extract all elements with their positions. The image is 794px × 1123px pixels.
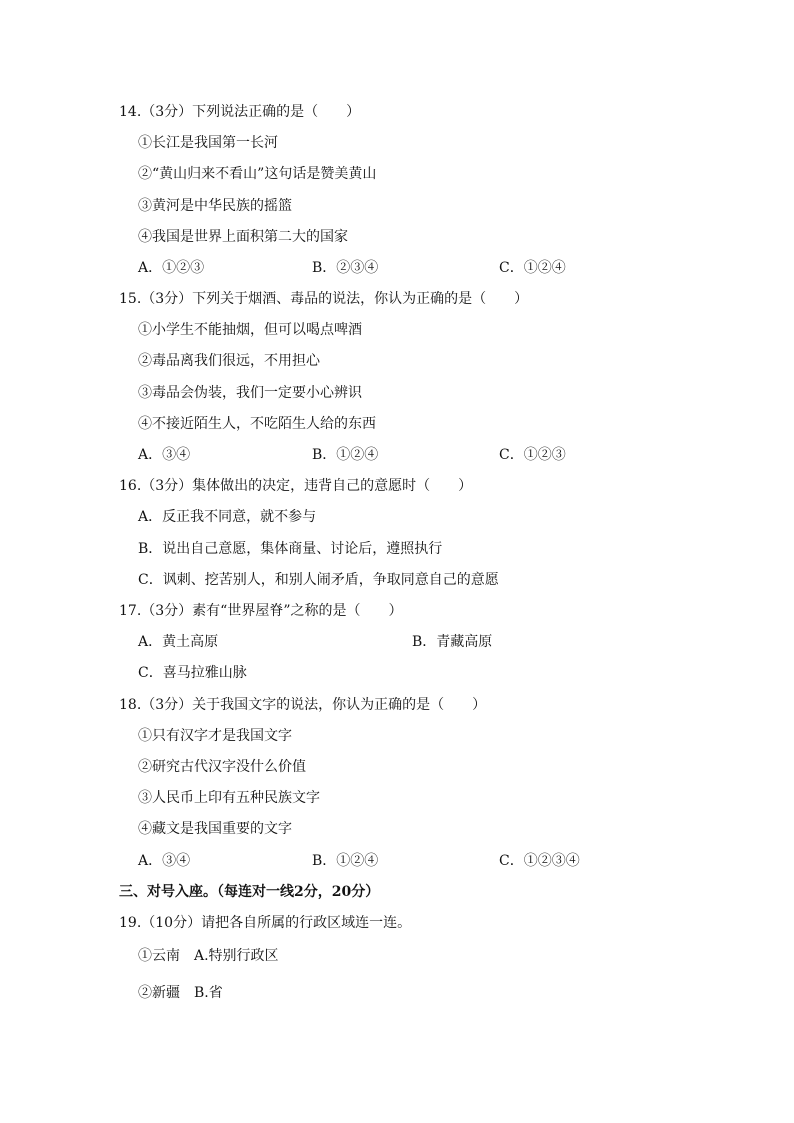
q14-item-1: ①长江是我国第一长河 (138, 135, 278, 151)
q14-stem: 14.（3分）下列说法正确的是（ ） (119, 104, 361, 120)
q15-item-1: ①小学生不能抽烟，但可以喝点啤酒 (138, 322, 362, 338)
q17-stem: 17.（3分）素有“世界屋脊”之称的是（ ） (119, 603, 403, 619)
q15-option-c: C．①②③ (499, 447, 566, 463)
q18-item-4: ④藏文是我国重要的文字 (138, 821, 292, 837)
q18-option-a: A．③④ (138, 853, 191, 869)
q16-option-b: B．说出自己意愿，集体商量、讨论后，遵照执行 (138, 541, 443, 557)
q18-item-3: ③人民币上印有五种民族文字 (138, 790, 320, 806)
section-3-heading: 三、对号入座。（每连对一线2分，20分） (119, 884, 380, 900)
q14-item-4: ④我国是世界上面积第二大的国家 (138, 229, 348, 245)
q18-option-c: C．①②③④ (499, 853, 580, 869)
q15-item-3: ③毒品会伪装，我们一定要小心辨识 (138, 385, 362, 401)
q15-option-b: B．①②④ (312, 447, 379, 463)
q14-option-c: C．①②④ (499, 260, 566, 276)
q16-option-c: C．讽刺、挖苦别人，和别人闹矛盾，争取同意自己的意愿 (138, 572, 499, 588)
q18-item-2: ②研究古代汉字没什么价值 (138, 759, 306, 775)
q18-stem: 18.（3分）关于我国文字的说法，你认为正确的是（ ） (119, 697, 487, 713)
q14-option-a: A．①②③ (138, 260, 205, 276)
q14-item-2: ②“黄山归来不看山”这句话是赞美黄山 (138, 166, 377, 182)
q15-item-2: ②毒品离我们很远，不用担心 (138, 353, 320, 369)
q19-stem: 19.（10分）请把各自所属的行政区域连一连。 (119, 915, 412, 931)
q16-stem: 16.（3分）集体做出的决定，违背自己的意愿时（ ） (119, 478, 473, 494)
q17-option-a: A．黄土高原 (138, 634, 219, 650)
q15-item-4: ④不接近陌生人，不吃陌生人给的东西 (138, 416, 376, 432)
q14-item-3: ③黄河是中华民族的摇篮 (138, 198, 292, 214)
q16-option-a: A．反正我不同意，就不参与 (138, 509, 317, 525)
q14-option-b: B．②③④ (312, 260, 379, 276)
q18-item-1: ①只有汉字才是我国文字 (138, 728, 292, 744)
q19-item-2: ②新疆 B.省 (138, 985, 223, 1001)
q17-option-b: B．青藏高原 (412, 634, 493, 650)
q18-option-b: B．①②④ (312, 853, 379, 869)
q15-stem: 15.（3分）下列关于烟酒、毒品的说法，你认为正确的是（ ） (119, 291, 529, 307)
q15-option-a: A．③④ (138, 447, 191, 463)
q17-option-c: C．喜马拉雅山脉 (138, 665, 247, 681)
q19-item-1: ①云南 A.特别行政区 (138, 948, 279, 964)
